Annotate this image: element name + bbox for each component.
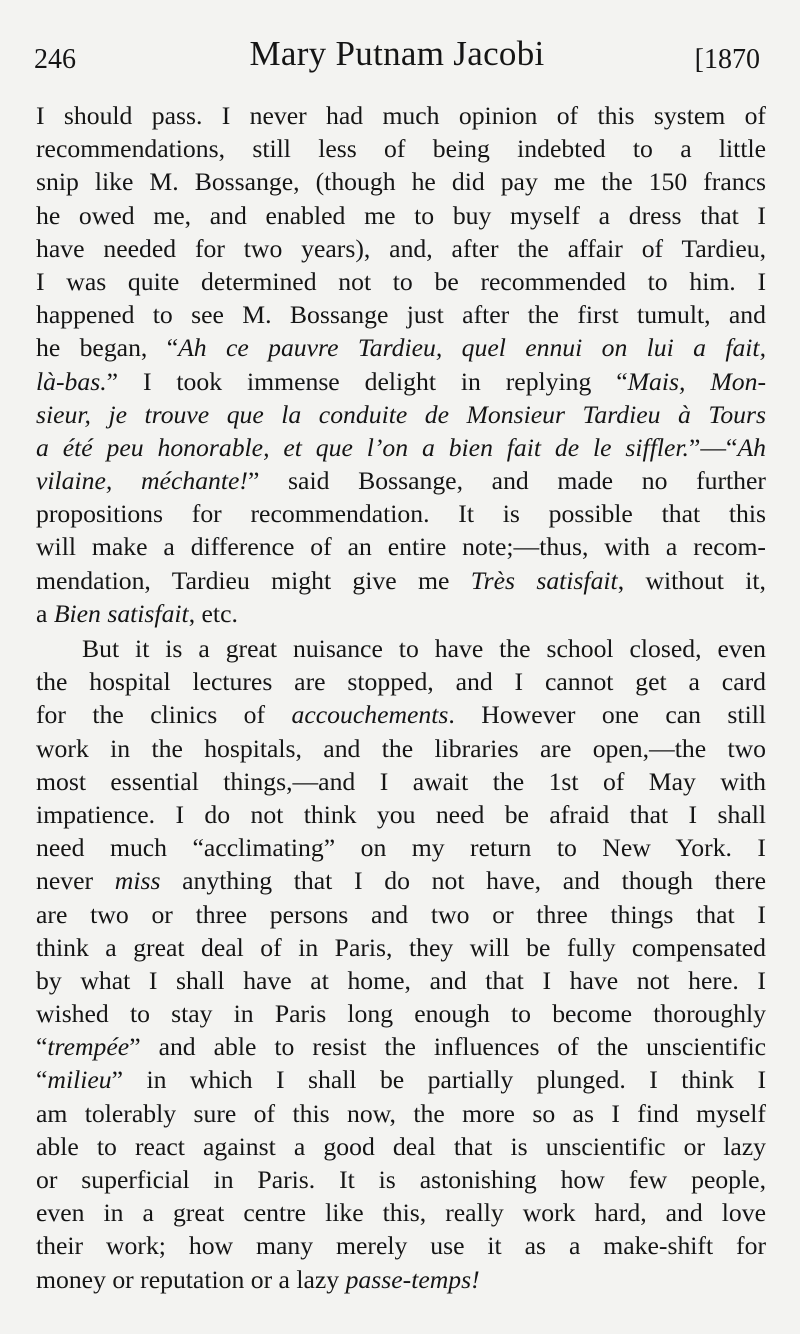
text-segment: work in the hospitals, and the libraries are open,—the two bbox=[36, 733, 766, 763]
italic-text: trempée bbox=[47, 1032, 130, 1062]
text-segment: are two or three persons and two or three things that I bbox=[36, 899, 766, 929]
text-line bbox=[36, 964, 766, 997]
text-line bbox=[36, 1229, 766, 1262]
text-line bbox=[36, 530, 766, 563]
text-line bbox=[36, 997, 766, 1030]
page-header bbox=[34, 34, 760, 78]
body-text bbox=[36, 99, 766, 1296]
text-line bbox=[36, 1030, 766, 1063]
italic-text: a été peu honorable, et que l’on a bien fait de le siffler. bbox=[36, 432, 689, 462]
text-segment: even in a great centre like this, really work hard, and love bbox=[36, 1198, 766, 1228]
italic-text: milieu bbox=[47, 1065, 112, 1095]
italic-text: là-bas. bbox=[36, 366, 107, 396]
text-segment: he began, “ bbox=[36, 333, 179, 363]
italic-text: Bien satisfait bbox=[53, 598, 189, 628]
italic-text: Ah ce pauvre Tardieu, quel ennui on lui a fait, bbox=[178, 333, 766, 363]
italic-text: vilaine, méchante! bbox=[36, 466, 248, 496]
text-segment: happened to see M. Bossange just after the first tumult, and bbox=[36, 300, 766, 330]
text-segment: I should pass. I never had much opinion of this system of bbox=[36, 101, 766, 130]
text-segment: “ bbox=[36, 1032, 48, 1062]
text-line bbox=[36, 564, 766, 597]
text-segment: have needed for two years), and, after the affair of Tardieu, bbox=[36, 233, 766, 263]
text-line bbox=[36, 398, 766, 431]
text-line bbox=[36, 1063, 766, 1096]
text-line bbox=[36, 1163, 766, 1196]
italic-text: miss bbox=[114, 866, 161, 896]
text-segment: their work; how many merely use it as a make-shift for bbox=[36, 1231, 766, 1261]
text-line bbox=[36, 331, 766, 364]
text-line bbox=[36, 464, 766, 497]
text-segment: never bbox=[36, 866, 115, 896]
text-line bbox=[36, 165, 766, 198]
text-segment: recommendations, still less of being indebted to a little bbox=[36, 134, 766, 164]
text-segment: ”—“ bbox=[688, 432, 738, 462]
text-segment: will make a difference of an entire note;—thus, with a recom- bbox=[36, 532, 766, 562]
text-segment: or superficial in Paris. It is astonishing how few people, bbox=[36, 1165, 766, 1194]
text-segment: But it is a great nuisance to have the school closed, even bbox=[82, 634, 766, 663]
text-segment: a bbox=[36, 598, 54, 628]
text-segment: anything that I do not have, and though there bbox=[160, 866, 766, 896]
text-segment: money or reputation or a lazy bbox=[36, 1264, 346, 1294]
text-line bbox=[36, 1130, 766, 1163]
text-segment: most essential things,—and I await the 1st of May with bbox=[36, 766, 766, 796]
text-segment: snip like M. Bossange, (though he did pay me the 150 francs bbox=[36, 167, 766, 197]
text-line bbox=[36, 632, 766, 665]
text-line bbox=[36, 898, 766, 931]
italic-text: sieur, je trouve que la conduite de Monsieur Tardieu à Tours bbox=[36, 399, 766, 429]
text-line bbox=[36, 99, 766, 132]
text-segment: impatience. I do not think you need be afraid that I shall bbox=[36, 799, 766, 829]
italic-text: Ah bbox=[737, 432, 766, 462]
page-number: 246 bbox=[34, 44, 76, 75]
text-segment: need much “acclimating” on my return to New York. I bbox=[36, 833, 766, 863]
text-line bbox=[36, 931, 766, 964]
text-segment: . However one can still bbox=[448, 700, 766, 730]
text-line bbox=[36, 199, 766, 232]
text-segment: , without it, bbox=[617, 565, 766, 595]
italic-text: passe-temps! bbox=[345, 1264, 480, 1294]
text-segment: think a great deal of in Paris, they will be fully compensated bbox=[36, 932, 766, 962]
text-line bbox=[36, 298, 766, 331]
text-line bbox=[36, 765, 766, 798]
text-segment: able to react against a good deal that is unscientific or lazy bbox=[36, 1131, 766, 1161]
text-line bbox=[36, 431, 766, 464]
header-year: [1870 bbox=[694, 44, 760, 75]
text-line bbox=[36, 132, 766, 165]
text-line bbox=[36, 798, 766, 831]
text-line bbox=[36, 597, 766, 630]
text-line bbox=[36, 1196, 766, 1229]
text-segment: am tolerably sure of this now, the more so as I find myself bbox=[36, 1098, 766, 1128]
text-line bbox=[36, 1097, 766, 1130]
text-segment: ” said Bossange, and made no further bbox=[247, 466, 766, 496]
text-segment: ” in which I shall be partially plunged. I think I bbox=[111, 1065, 766, 1095]
text-segment: ” I took immense delight in replying “ bbox=[106, 366, 628, 396]
italic-text: Mais, Mon- bbox=[627, 366, 766, 396]
text-line bbox=[36, 732, 766, 765]
italic-text: Très satisfait bbox=[470, 565, 618, 595]
italic-text: accouchements bbox=[291, 700, 449, 730]
text-segment: I was quite determined not to be recommended to him. I bbox=[36, 266, 766, 296]
text-line bbox=[36, 497, 766, 530]
text-segment: for the clinics of bbox=[36, 700, 292, 730]
text-line bbox=[36, 665, 766, 698]
text-line bbox=[36, 365, 766, 398]
text-segment: he owed me, and enabled me to buy myself a dress that I bbox=[36, 200, 766, 230]
text-segment: mendation, Tardieu might give me bbox=[36, 565, 471, 595]
text-segment: , etc. bbox=[188, 598, 238, 628]
paragraph bbox=[36, 99, 766, 630]
text-segment: ” and able to resist the influences of the unscientific bbox=[129, 1032, 766, 1062]
text-segment: “ bbox=[36, 1065, 48, 1095]
text-line bbox=[36, 1263, 766, 1296]
text-segment: wished to stay in Paris long enough to become thoroughly bbox=[36, 999, 766, 1029]
text-segment: the hospital lectures are stopped, and I cannot get a card bbox=[36, 667, 766, 697]
text-segment: by what I shall have at home, and that I have not here. I bbox=[36, 965, 766, 995]
text-line bbox=[36, 831, 766, 864]
text-line bbox=[36, 698, 766, 731]
paragraph bbox=[36, 632, 766, 1296]
running-title: Mary Putnam Jacobi bbox=[249, 34, 545, 73]
text-line bbox=[36, 232, 766, 265]
text-line bbox=[36, 265, 766, 298]
text-segment: propositions for recommendation. It is possible that this bbox=[36, 499, 766, 529]
text-line bbox=[36, 864, 766, 897]
